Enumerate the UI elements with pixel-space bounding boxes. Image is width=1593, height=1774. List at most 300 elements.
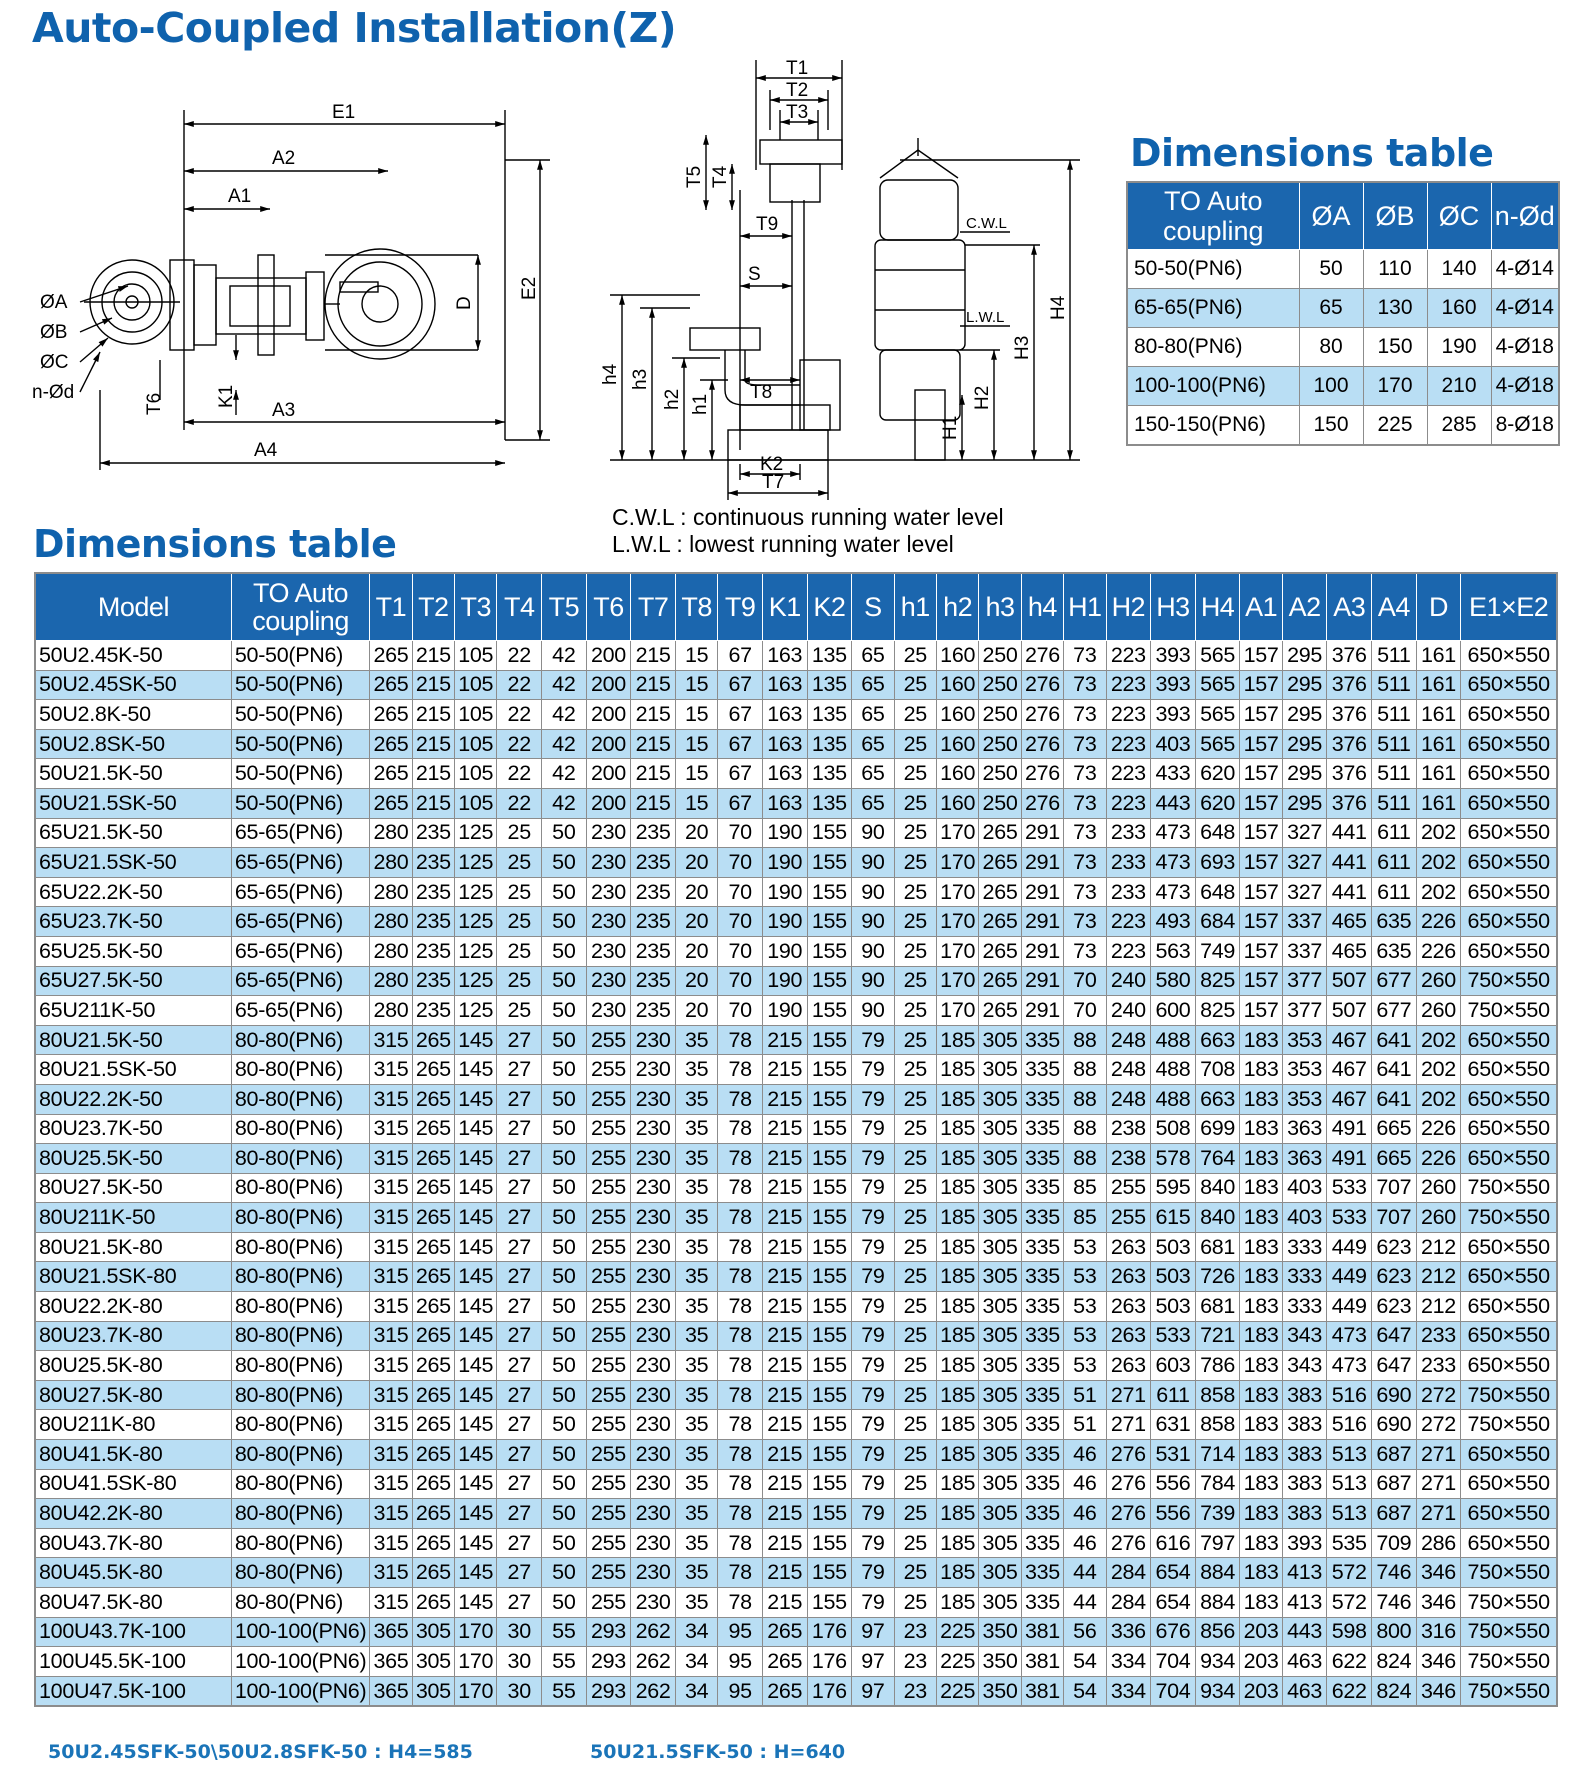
table-cell: 315 xyxy=(370,1173,412,1203)
table-cell: 90 xyxy=(852,877,894,907)
table-cell: 65-65(PN6) xyxy=(231,996,369,1026)
table-cell: 687 xyxy=(1372,1469,1417,1499)
table-cell: 155 xyxy=(807,1588,852,1618)
table-cell: 403 xyxy=(1282,1173,1327,1203)
table-cell: 377 xyxy=(1282,966,1327,996)
table-cell: 25 xyxy=(497,966,542,996)
table-cell: 50 xyxy=(542,1114,587,1144)
table-cell: 315 xyxy=(370,1351,412,1381)
table-cell: 163 xyxy=(762,670,807,700)
table-cell: 79 xyxy=(852,1469,894,1499)
table-cell: 265 xyxy=(412,1499,454,1529)
dim-label-h3: h3 xyxy=(630,368,651,390)
table-cell: 335 xyxy=(1021,1203,1063,1233)
table-cell: 50 xyxy=(542,1262,587,1292)
table-cell: 858 xyxy=(1195,1380,1240,1410)
table-cell: 15 xyxy=(675,788,717,818)
table-cell: 272 xyxy=(1416,1410,1461,1440)
table-cell: 50U2.45SK-50 xyxy=(35,670,231,700)
table-row xyxy=(35,1410,1557,1440)
table-cell: 25 xyxy=(894,729,936,759)
table-cell: 80U23.7K-80 xyxy=(35,1321,231,1351)
table-cell: 185 xyxy=(936,1114,978,1144)
table-cell: 155 xyxy=(807,1469,852,1499)
table-cell: 190 xyxy=(762,966,807,996)
table-cell: 35 xyxy=(675,1440,717,1470)
table-cell: 200 xyxy=(586,700,631,730)
table-cell: 80-80(PN6) xyxy=(231,1055,369,1085)
table-cell: 295 xyxy=(1282,759,1327,789)
table-cell: 215 xyxy=(631,670,676,700)
table-cell: 157 xyxy=(1240,759,1282,789)
table-cell: 78 xyxy=(718,1351,763,1381)
table-cell: 533 xyxy=(1327,1173,1372,1203)
table-cell: 223 xyxy=(1106,788,1151,818)
dim-label-t6: T6 xyxy=(144,392,165,415)
table-cell: 262 xyxy=(631,1617,676,1647)
table-cell: 305 xyxy=(979,1321,1021,1351)
table-cell: 465 xyxy=(1327,936,1372,966)
table-cell: 305 xyxy=(979,1588,1021,1618)
table-cell: 315 xyxy=(370,1588,412,1618)
table-cell: 230 xyxy=(586,848,631,878)
table-cell: 337 xyxy=(1282,936,1327,966)
table-cell: 79 xyxy=(852,1262,894,1292)
table-cell: 73 xyxy=(1064,877,1106,907)
table-cell: 78 xyxy=(718,1203,763,1233)
table-cell: 78 xyxy=(718,1558,763,1588)
table-cell: 79 xyxy=(852,1203,894,1233)
table-cell: 280 xyxy=(370,907,412,937)
table-cell: 714 xyxy=(1195,1440,1240,1470)
table-cell: 79 xyxy=(852,1025,894,1055)
table-cell: 230 xyxy=(586,996,631,1026)
table-cell: 185 xyxy=(936,1232,978,1262)
table-cell: 511 xyxy=(1372,700,1417,730)
table-cell: 55 xyxy=(542,1617,587,1647)
table-cell: 746 xyxy=(1372,1558,1417,1588)
table-cell: 376 xyxy=(1327,759,1372,789)
table-cell: 185 xyxy=(936,1144,978,1174)
table-cell: 295 xyxy=(1282,641,1327,671)
table-cell: 230 xyxy=(631,1380,676,1410)
table-cell: 100-100(PN6) xyxy=(231,1676,369,1706)
table-cell: 235 xyxy=(412,966,454,996)
table-cell: 51 xyxy=(1064,1410,1106,1440)
table-cell: 176 xyxy=(807,1647,852,1677)
table-cell: 709 xyxy=(1372,1528,1417,1558)
table-cell: 185 xyxy=(936,1351,978,1381)
table-cell: 50 xyxy=(542,818,587,848)
table-cell: 50-50(PN6) xyxy=(1127,250,1299,289)
table-cell: 535 xyxy=(1327,1528,1372,1558)
table-cell: 155 xyxy=(807,907,852,937)
table-cell: 183 xyxy=(1240,1262,1282,1292)
table-cell: 35 xyxy=(675,1084,717,1114)
table-cell: 183 xyxy=(1240,1025,1282,1055)
table-cell: 70 xyxy=(718,936,763,966)
table-cell: 647 xyxy=(1372,1321,1417,1351)
table-cell: 25 xyxy=(894,641,936,671)
table-cell: 50 xyxy=(542,1588,587,1618)
table-cell: 25 xyxy=(894,1262,936,1292)
table-row xyxy=(35,1676,1557,1706)
table-row xyxy=(35,1084,1557,1114)
table-cell: 105 xyxy=(455,759,497,789)
table-cell: 305 xyxy=(979,1380,1021,1410)
table-cell: 365 xyxy=(370,1647,412,1677)
table-cell: 53 xyxy=(1064,1351,1106,1381)
table-cell: 27 xyxy=(497,1469,542,1499)
table-cell: 183 xyxy=(1240,1055,1282,1085)
table-cell: 80U21.5K-80 xyxy=(35,1232,231,1262)
table-cell: 350 xyxy=(979,1676,1021,1706)
table-row xyxy=(35,966,1557,996)
table-cell: 79 xyxy=(852,1588,894,1618)
table-cell: 276 xyxy=(1106,1469,1151,1499)
table-cell: 155 xyxy=(807,1262,852,1292)
table-cell: 73 xyxy=(1064,641,1106,671)
table-cell: 170 xyxy=(936,936,978,966)
table-cell: 441 xyxy=(1327,818,1372,848)
table-cell: 50-50(PN6) xyxy=(231,670,369,700)
table-cell: 35 xyxy=(675,1173,717,1203)
table-cell: 78 xyxy=(718,1025,763,1055)
table-cell: 97 xyxy=(852,1617,894,1647)
table-cell: 95 xyxy=(718,1647,763,1677)
table-cell: 265 xyxy=(979,966,1021,996)
table-cell: 248 xyxy=(1106,1084,1151,1114)
table-cell: 35 xyxy=(675,1351,717,1381)
table-cell: 183 xyxy=(1240,1084,1282,1114)
table-cell: 825 xyxy=(1195,966,1240,996)
table-cell: 212 xyxy=(1416,1232,1461,1262)
table-cell: 255 xyxy=(586,1203,631,1233)
dim-label-e1: E1 xyxy=(332,102,356,123)
table-cell: 65-65(PN6) xyxy=(231,848,369,878)
table-cell: 704 xyxy=(1151,1647,1196,1677)
table-cell: 676 xyxy=(1151,1617,1196,1647)
table-cell: 20 xyxy=(675,966,717,996)
table-cell: 305 xyxy=(979,1055,1021,1085)
table-cell: 276 xyxy=(1021,670,1063,700)
table-cell: 233 xyxy=(1106,818,1151,848)
table-cell: 215 xyxy=(412,729,454,759)
table-cell: 255 xyxy=(586,1144,631,1174)
table-cell: 503 xyxy=(1151,1262,1196,1292)
column-header: A1 xyxy=(1240,573,1282,641)
table-cell: 34 xyxy=(675,1617,717,1647)
table-cell: 650×550 xyxy=(1461,848,1557,878)
table-cell: 934 xyxy=(1195,1647,1240,1677)
table-cell: 27 xyxy=(497,1558,542,1588)
table-cell: 335 xyxy=(1021,1232,1063,1262)
table-cell: 622 xyxy=(1327,1647,1372,1677)
table-cell: 157 xyxy=(1240,818,1282,848)
table-cell: 611 xyxy=(1151,1380,1196,1410)
table-cell: 233 xyxy=(1416,1351,1461,1381)
table-cell: 97 xyxy=(852,1676,894,1706)
table-cell: 265 xyxy=(412,1351,454,1381)
table-cell: 650×550 xyxy=(1461,1262,1557,1292)
table-cell: 250 xyxy=(979,729,1021,759)
table-cell: 35 xyxy=(675,1055,717,1085)
table-cell: 20 xyxy=(675,936,717,966)
table-cell: 23 xyxy=(894,1676,936,1706)
table-cell: 88 xyxy=(1064,1084,1106,1114)
table-cell: 215 xyxy=(762,1380,807,1410)
table-cell: 413 xyxy=(1282,1588,1327,1618)
table-cell: 511 xyxy=(1372,788,1417,818)
table-cell: 223 xyxy=(1106,936,1151,966)
table-cell: 383 xyxy=(1282,1380,1327,1410)
table-cell: 291 xyxy=(1021,848,1063,878)
dim-label-t4: T4 xyxy=(710,165,731,188)
table-cell: 315 xyxy=(370,1144,412,1174)
dim-label-k2: K2 xyxy=(760,454,784,475)
table-cell: 80-80(PN6) xyxy=(231,1558,369,1588)
table-cell: 800 xyxy=(1372,1617,1417,1647)
table-cell: 185 xyxy=(936,1528,978,1558)
table-cell: 78 xyxy=(718,1114,763,1144)
table-row xyxy=(35,1173,1557,1203)
table-cell: 23 xyxy=(894,1647,936,1677)
table-cell: 35 xyxy=(675,1499,717,1529)
table-cell: 22 xyxy=(497,670,542,700)
table-cell: 721 xyxy=(1195,1321,1240,1351)
table-cell: 215 xyxy=(762,1055,807,1085)
table-cell: 35 xyxy=(675,1262,717,1292)
table-cell: 185 xyxy=(936,1558,978,1588)
table-cell: 255 xyxy=(586,1321,631,1351)
table-cell: 623 xyxy=(1372,1262,1417,1292)
table-cell: 79 xyxy=(852,1410,894,1440)
table-cell: 80U27.5K-50 xyxy=(35,1173,231,1203)
table-cell: 225 xyxy=(936,1647,978,1677)
table-cell: 305 xyxy=(979,1144,1021,1174)
table-cell: 50 xyxy=(542,1055,587,1085)
table-cell: 145 xyxy=(455,1528,497,1558)
table-cell: 160 xyxy=(936,729,978,759)
table-cell: 750×550 xyxy=(1461,1676,1557,1706)
table-cell: 335 xyxy=(1021,1114,1063,1144)
table-cell: 79 xyxy=(852,1380,894,1410)
table-cell: 25 xyxy=(894,907,936,937)
table-cell: 163 xyxy=(762,759,807,789)
table-cell: 70 xyxy=(718,907,763,937)
table-cell: 235 xyxy=(412,907,454,937)
table-cell: 183 xyxy=(1240,1410,1282,1440)
table-cell: 135 xyxy=(807,729,852,759)
table-cell: 155 xyxy=(807,1232,852,1262)
table-cell: 50U2.45K-50 xyxy=(35,641,231,671)
table-cell: 233 xyxy=(1106,877,1151,907)
table-cell: 230 xyxy=(631,1232,676,1262)
note-lwl: L.W.L : lowest running water level xyxy=(612,531,954,557)
table-cell: 20 xyxy=(675,907,717,937)
table-cell: 665 xyxy=(1372,1114,1417,1144)
table-cell: 25 xyxy=(894,818,936,848)
table-cell: 295 xyxy=(1282,670,1327,700)
table-cell: 170 xyxy=(455,1676,497,1706)
table-cell: 79 xyxy=(852,1084,894,1114)
table-cell: 565 xyxy=(1195,641,1240,671)
column-header: T8 xyxy=(675,573,717,641)
table-cell: 35 xyxy=(675,1321,717,1351)
table-cell: 4-Ø18 xyxy=(1491,367,1559,406)
table-cell: 135 xyxy=(807,788,852,818)
table-cell: 161 xyxy=(1416,700,1461,730)
table-cell: 265 xyxy=(762,1676,807,1706)
table-cell: 23 xyxy=(894,1617,936,1647)
table-cell: 157 xyxy=(1240,936,1282,966)
table-cell: 315 xyxy=(370,1232,412,1262)
table-cell: 80U211K-50 xyxy=(35,1203,231,1233)
table-cell: 105 xyxy=(455,641,497,671)
table-cell: 650×550 xyxy=(1461,729,1557,759)
table-cell: 493 xyxy=(1151,907,1196,937)
table-cell: 513 xyxy=(1327,1469,1372,1499)
note-cwl: C.W.L : continuous running water level xyxy=(612,504,1004,530)
table-cell: 230 xyxy=(631,1203,676,1233)
table-cell: 650×550 xyxy=(1461,1351,1557,1381)
table-cell: 170 xyxy=(936,818,978,848)
table-row xyxy=(1127,367,1559,406)
dim-label-d: D xyxy=(454,296,475,310)
table-cell: 100 xyxy=(1299,367,1363,406)
dim-label-H3: H3 xyxy=(1012,335,1033,360)
table-cell: 250 xyxy=(979,788,1021,818)
table-cell: 381 xyxy=(1021,1647,1063,1677)
column-header: n-Ød xyxy=(1491,182,1559,250)
table-cell: 305 xyxy=(979,1173,1021,1203)
table-cell: 840 xyxy=(1195,1173,1240,1203)
table-cell: 250 xyxy=(979,670,1021,700)
table-cell: 80U21.5SK-50 xyxy=(35,1055,231,1085)
table-cell: 27 xyxy=(497,1262,542,1292)
table-cell: 157 xyxy=(1240,848,1282,878)
table-cell: 78 xyxy=(718,1262,763,1292)
table-cell: 265 xyxy=(979,907,1021,937)
table-cell: 327 xyxy=(1282,877,1327,907)
table-cell: 650×550 xyxy=(1461,1114,1557,1144)
table-cell: 50-50(PN6) xyxy=(231,759,369,789)
table-cell: 272 xyxy=(1416,1380,1461,1410)
table-cell: 50 xyxy=(542,1528,587,1558)
table-cell: 276 xyxy=(1021,729,1063,759)
table-cell: 750×550 xyxy=(1461,1558,1557,1588)
table-cell: 223 xyxy=(1106,641,1151,671)
table-cell: 215 xyxy=(631,729,676,759)
table-cell: 235 xyxy=(631,936,676,966)
table-cell: 80-80(PN6) xyxy=(231,1114,369,1144)
dim-label-t2: T2 xyxy=(786,80,809,101)
table-cell: 42 xyxy=(542,700,587,730)
table-cell: 305 xyxy=(979,1558,1021,1588)
table-cell: 80-80(PN6) xyxy=(231,1262,369,1292)
table-cell: 565 xyxy=(1195,700,1240,730)
table-cell: 284 xyxy=(1106,1588,1151,1618)
dim-label-nd: n-Ød xyxy=(32,382,75,403)
table-cell: 183 xyxy=(1240,1380,1282,1410)
table-cell: 25 xyxy=(894,877,936,907)
table-cell: 265 xyxy=(979,936,1021,966)
table-cell: 749 xyxy=(1195,936,1240,966)
table-cell: 226 xyxy=(1416,936,1461,966)
table-cell: 449 xyxy=(1327,1262,1372,1292)
table-cell: 346 xyxy=(1416,1588,1461,1618)
table-cell: 185 xyxy=(936,1292,978,1322)
table-cell: 291 xyxy=(1021,996,1063,1026)
table-cell: 215 xyxy=(631,788,676,818)
table-cell: 403 xyxy=(1151,729,1196,759)
table-cell: 105 xyxy=(455,729,497,759)
table-cell: 161 xyxy=(1416,729,1461,759)
table-cell: 145 xyxy=(455,1025,497,1055)
table-cell: 67 xyxy=(718,729,763,759)
table-cell: 365 xyxy=(370,1617,412,1647)
table-cell: 327 xyxy=(1282,818,1327,848)
table-cell: 183 xyxy=(1240,1232,1282,1262)
table-cell: 280 xyxy=(370,936,412,966)
table-cell: 516 xyxy=(1327,1380,1372,1410)
table-cell: 305 xyxy=(979,1440,1021,1470)
table-cell: 73 xyxy=(1064,729,1106,759)
table-cell: 78 xyxy=(718,1528,763,1558)
table-cell: 473 xyxy=(1151,848,1196,878)
table-cell: 315 xyxy=(370,1055,412,1085)
table-cell: 250 xyxy=(979,759,1021,789)
table-cell: 70 xyxy=(718,966,763,996)
table-cell: 200 xyxy=(586,670,631,700)
table-cell: 27 xyxy=(497,1588,542,1618)
table-cell: 511 xyxy=(1372,729,1417,759)
table-cell: 67 xyxy=(718,670,763,700)
table-cell: 265 xyxy=(979,996,1021,1026)
table-cell: 80 xyxy=(1299,328,1363,367)
table-cell: 255 xyxy=(586,1469,631,1499)
column-header: T5 xyxy=(542,573,587,641)
table-cell: 161 xyxy=(1416,641,1461,671)
table-cell: 190 xyxy=(762,818,807,848)
table-cell: 100U47.5K-100 xyxy=(35,1676,231,1706)
table-cell: 145 xyxy=(455,1321,497,1351)
table-cell: 25 xyxy=(497,818,542,848)
table-row xyxy=(35,818,1557,848)
table-cell: 693 xyxy=(1195,848,1240,878)
table-cell: 235 xyxy=(412,877,454,907)
table-cell: 315 xyxy=(370,1440,412,1470)
table-cell: 80U42.2K-80 xyxy=(35,1499,231,1529)
dim-label-h4: h4 xyxy=(600,363,621,385)
table-cell: 315 xyxy=(370,1084,412,1114)
table-cell: 335 xyxy=(1021,1588,1063,1618)
table-cell: 125 xyxy=(455,877,497,907)
table-cell: 145 xyxy=(455,1144,497,1174)
table-cell: 80-80(PN6) xyxy=(231,1380,369,1410)
table-cell: 699 xyxy=(1195,1114,1240,1144)
table-cell: 25 xyxy=(894,1144,936,1174)
table-cell: 580 xyxy=(1151,966,1196,996)
table-row xyxy=(35,1469,1557,1499)
table-cell: 95 xyxy=(718,1676,763,1706)
table-cell: 185 xyxy=(936,1469,978,1499)
table-cell: 687 xyxy=(1372,1440,1417,1470)
table-cell: 260 xyxy=(1416,966,1461,996)
table-cell: 65 xyxy=(852,670,894,700)
table-cell: 377 xyxy=(1282,996,1327,1026)
table-cell: 65U22.2K-50 xyxy=(35,877,231,907)
